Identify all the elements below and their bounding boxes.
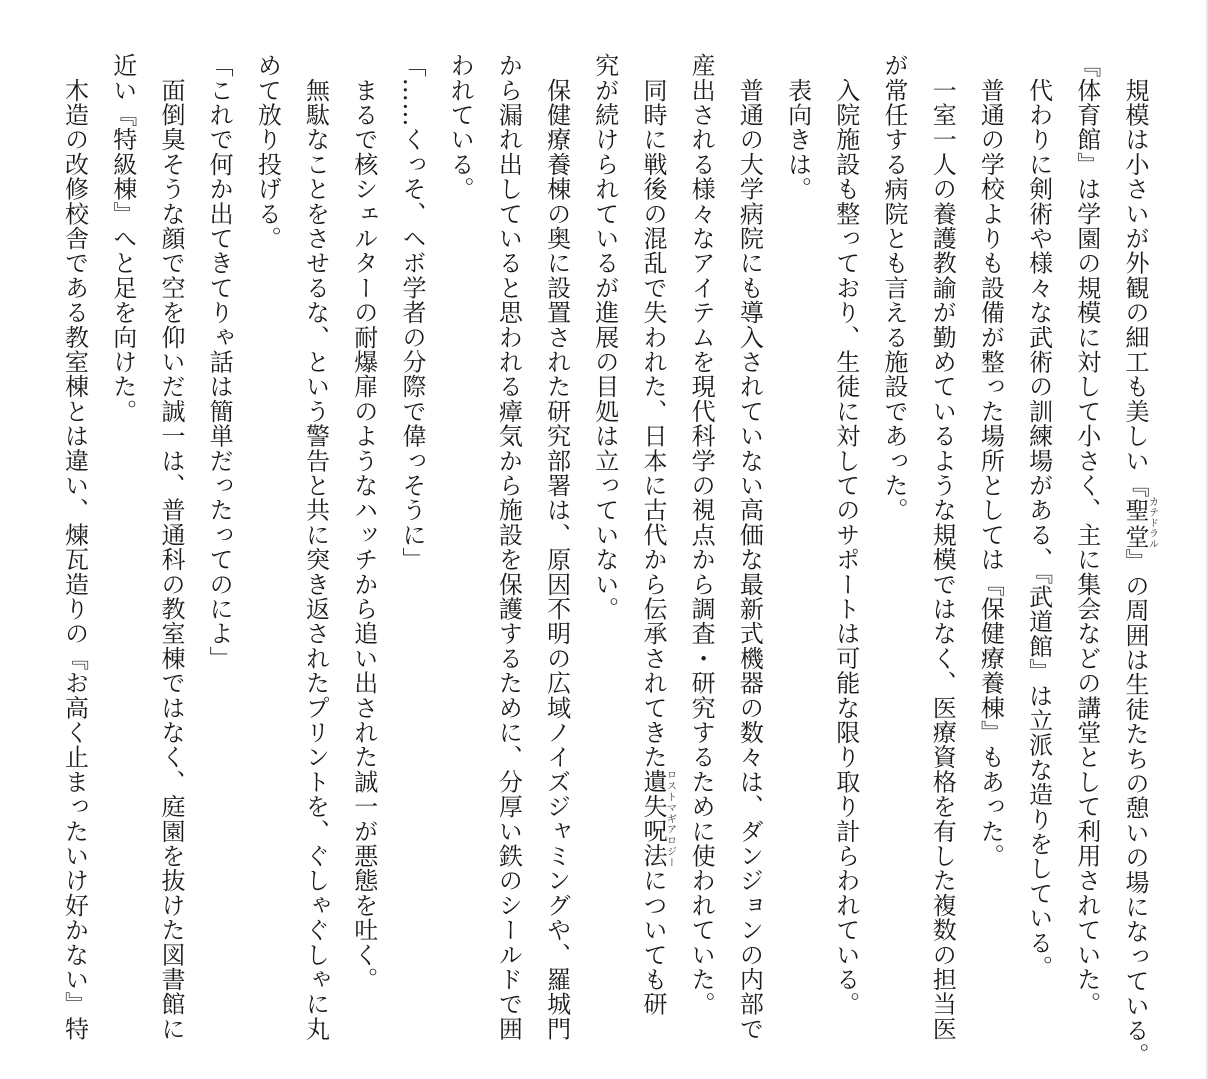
text-line: めて放り投げる。 [253,53,282,251]
text-line: 保健療養棟の奥に設置された研究部署は、原因不明の広域ノイズジャミングや、羅城門 [542,53,571,1041]
text-line: われている。 [446,53,475,202]
text-line: 無駄なことをさせるな、という警告と共に突き返されたプリントを、ぐしゃぐしゃに丸 [301,53,330,1041]
text-line: 普通の大学病院にも導入されていない高価な最新式機器の数々は、ダンジョンの内部で [735,53,764,1041]
text-segment: についても研 [638,868,667,1017]
text-line: 究が続けられているが進展の目処は立っていない。 [590,53,619,622]
text-segment: 規模は小さいが外観の細工も美しい『 [1121,53,1149,498]
text-line: まるで核シェルターの耐爆扉のようなハッチから追い出された誠一が悪態を吐く。 [349,53,378,992]
vertical-text-body [50,53,1159,1068]
ruby-base: 聖堂 [1121,496,1149,550]
ruby-annotation [1121,496,1158,550]
text-segment: 同時に戦後の混乱で失われた、日本に古代から伝承されてきた [638,53,667,770]
text-line: 木造の改修校舎である教室棟とは違い、煉瓦造りの『お高く止まったいけ好かない』特 [60,53,89,1041]
text-line: から漏れ出していると思われる瘴気から施設を保護するために、分厚い鉄のシールドで囲 [494,53,523,1041]
ruby-reading: ロストマギアロジー [664,769,676,869]
text-line [629,53,677,1063]
text-line: 普通の学校よりも設備が整った場所としては『保健療養棟』もあった。 [976,53,1005,869]
text-line: 『体育館』は学園の規模に対して小さく、主に集会などの講堂として利用されていた。 [1072,53,1101,1017]
ruby-base: 遺失呪法 [638,769,667,869]
text-line: 「……くっそ、ヘボ学者の分際で偉っそうに」 [397,53,426,572]
ruby-reading: カテドラル [1146,496,1158,550]
ruby-annotation [638,769,676,869]
text-line: 産出される様々なアイテムを現代科学の視点から調査・研究するために使われていた。 [687,53,716,1017]
text-line: 入院施設も整っており、生徒に対してのサポートは可能な限り取り計らわれている。 [831,53,860,1017]
text-line: 「これで何か出てきてりゃ話は簡単だったってのによ」 [205,53,234,671]
text-line: 面倒臭そうな顔で空を仰いだ誠一は、普通科の教室棟ではなく、庭園を抜けた図書館に [156,53,185,1041]
text-line [1111,53,1159,1068]
text-line: が常任する病院とも言える施設であった。 [879,53,908,523]
text-line: 一室一人の養護教諭が勤めているような規模ではなく、医療資格を有した複数の担当医 [928,53,957,1041]
text-segment: 』の周囲は生徒たちの憩いの場になっている。 [1121,548,1149,1068]
text-line: 代わりに剣術や様々な武術の訓練場がある、『武道館』は立派な造りをしている。 [1024,53,1053,980]
text-line: 近い『特級棟』へと足を向けた。 [108,53,137,424]
text-line: 表向きは。 [783,53,812,202]
